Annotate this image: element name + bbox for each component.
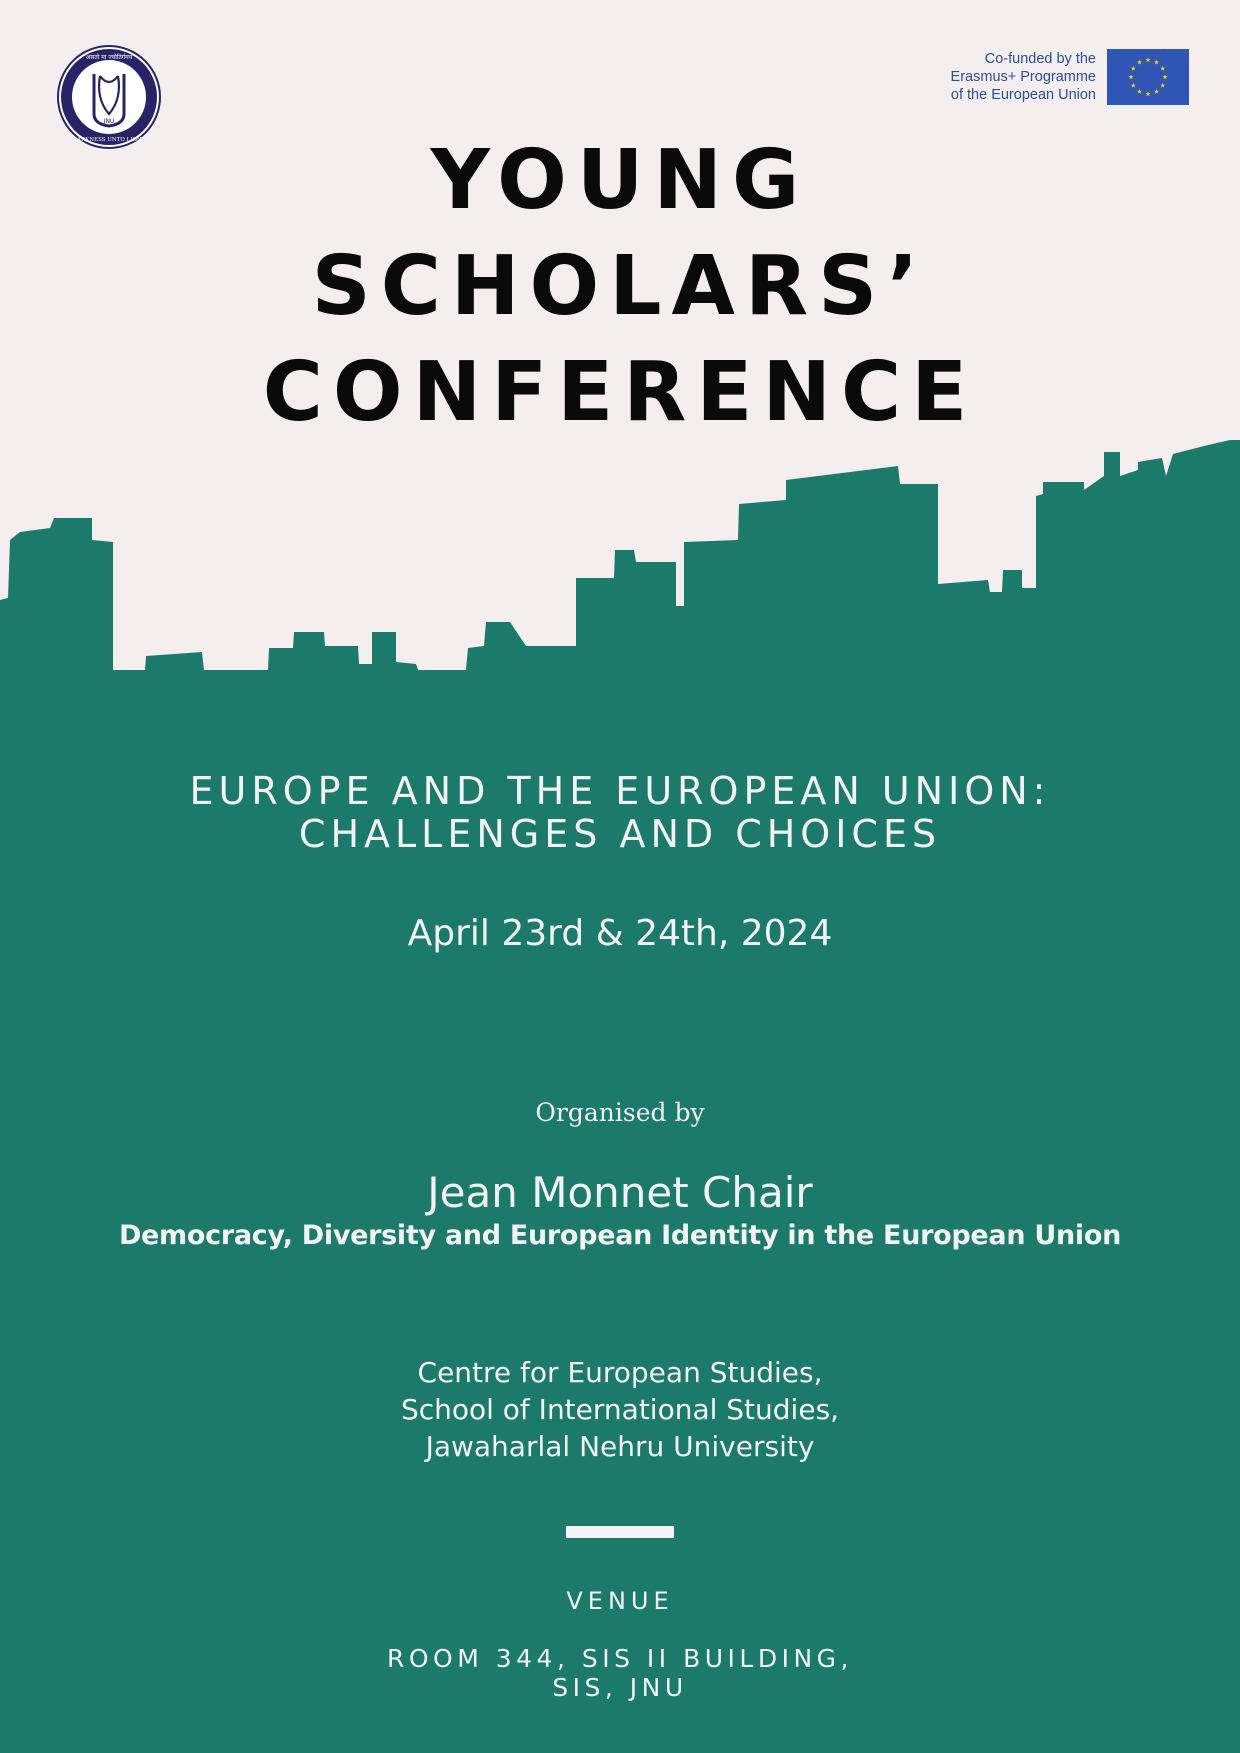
subtitle-line-1: EUROPE AND THE EUROPEAN UNION: xyxy=(189,769,1051,813)
venue-address xyxy=(0,1644,1240,1702)
eu-cofunded-block xyxy=(951,48,1189,106)
university-monogram: JNU xyxy=(103,118,115,125)
venue-heading: VENUE xyxy=(566,1587,674,1615)
organised-by-label: Organised by xyxy=(535,1098,705,1127)
title-line-3: CONFERENCE xyxy=(262,345,978,440)
institution-line-1: Centre for European Studies, xyxy=(417,1356,823,1389)
institution-line-3: Jawaharlal Nehru University xyxy=(425,1430,815,1463)
jean-monnet-chair: Jean Monnet Chair xyxy=(427,1168,813,1217)
university-emblem-icon xyxy=(56,44,162,150)
eu-text-line-2: Erasmus+ Programme xyxy=(950,69,1096,85)
venue-line-2: SIS, JNU xyxy=(552,1673,688,1702)
institution-line-2: School of International Studies, xyxy=(400,1393,840,1426)
eu-flag-icon xyxy=(1107,49,1189,105)
title-line-2: SCHOLARS’ xyxy=(311,239,929,334)
title-line-1: YOUNG xyxy=(430,133,810,228)
eu-text-line-1: Co-funded by the xyxy=(984,51,1096,67)
university-seal-text-bottom: DARKNESS UNTO LIGHT xyxy=(72,137,146,143)
event-date: April 23rd & 24th, 2024 xyxy=(407,913,833,954)
eu-text-line-3: of the European Union xyxy=(950,87,1096,103)
institution-block xyxy=(0,1354,1240,1465)
divider-bar xyxy=(566,1526,674,1538)
eu-cofunded-text xyxy=(951,50,1096,104)
subtitle-line-2: CHALLENGES AND CHOICES xyxy=(298,812,942,856)
chair-subtitle: Democracy, Diversity and European Identity in the European Union xyxy=(118,1220,1122,1251)
university-seal-text-top: असतो मा ज्योतिर्गमय xyxy=(85,54,133,61)
venue-line-1: ROOM 344, SIS II BUILDING, xyxy=(387,1644,853,1673)
